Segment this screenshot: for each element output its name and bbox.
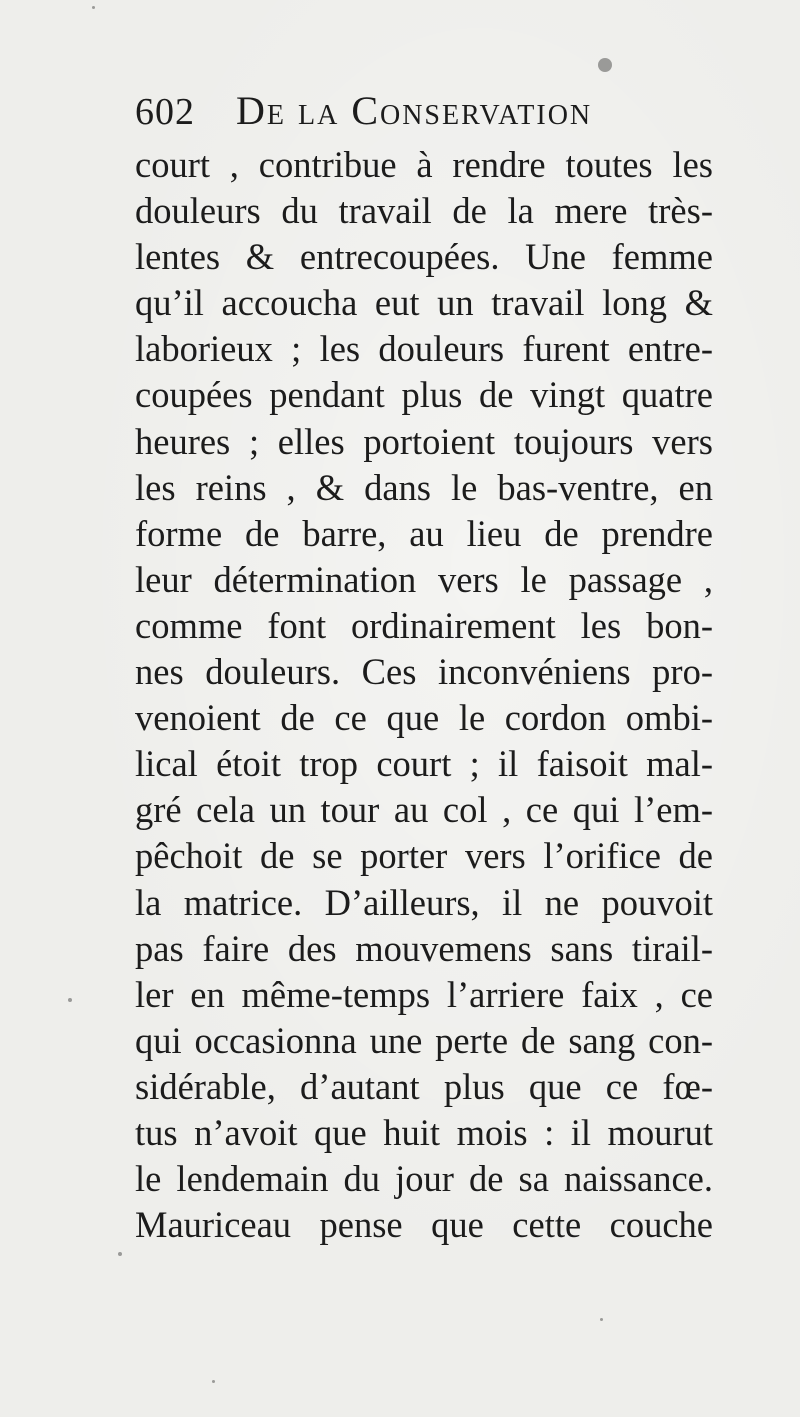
text-line: le lendemain du jour de sa naissance. [135,1158,713,1200]
text-line: qu’il accoucha eut un travail long & [135,282,713,324]
text-line: sidérable, d’autant plus que ce fœ- [135,1065,713,1107]
paper-speck [92,6,95,9]
text-line: pêchoit de se porter vers l’orifice de [135,835,713,877]
text-line: lentes & entrecoupées. Une femme [135,236,713,278]
text-line: ler en même-temps l’arriere faix , ce [135,973,713,1015]
text-line: coupées pendant plus de vingt quatre [135,374,713,416]
text-line: nes douleurs. Ces inconvéniens pro- [135,651,713,693]
text-line: la matrice. D’ailleurs, il ne pouvoit [135,881,713,923]
running-head: De la Conservation [236,88,593,133]
text-line: douleurs du travail de la mere très- [135,190,713,232]
text-line: leur détermination vers le passage , [135,558,713,600]
paper-speck [212,1380,215,1383]
text-line: gré cela un tour au col , ce qui l’em- [135,789,713,831]
text-line: comme font ordinairement les bon- [135,604,713,646]
page-header [135,86,715,136]
text-line: qui occasionna une perte de sang con- [135,1019,713,1061]
paper-speck [68,998,72,1002]
paper-speck [598,58,612,72]
text-line: heures ; elles portoient toujours vers [135,420,713,462]
text-line: tus n’avoit que huit mois : il mourut [135,1111,713,1153]
paper-speck [600,1318,603,1321]
text-line: pas faire des mouvemens sans tirail- [135,927,713,969]
body-text [135,142,713,1248]
text-line: Mauriceau pense que cette couche [135,1204,713,1246]
text-line: les reins , & dans le bas-ventre, en [135,466,713,508]
paper-speck [118,1252,122,1256]
text-line: forme de barre, au lieu de prendre [135,512,713,554]
text-line: court , contribue à rendre toutes les [135,144,713,185]
text-line: venoient de ce que le cordon ombi- [135,697,713,739]
text-line: lical étoit trop court ; il faisoit mal- [135,743,713,785]
page-number: 602 [135,91,195,133]
text-line: laborieux ; les douleurs furent entre- [135,328,713,370]
